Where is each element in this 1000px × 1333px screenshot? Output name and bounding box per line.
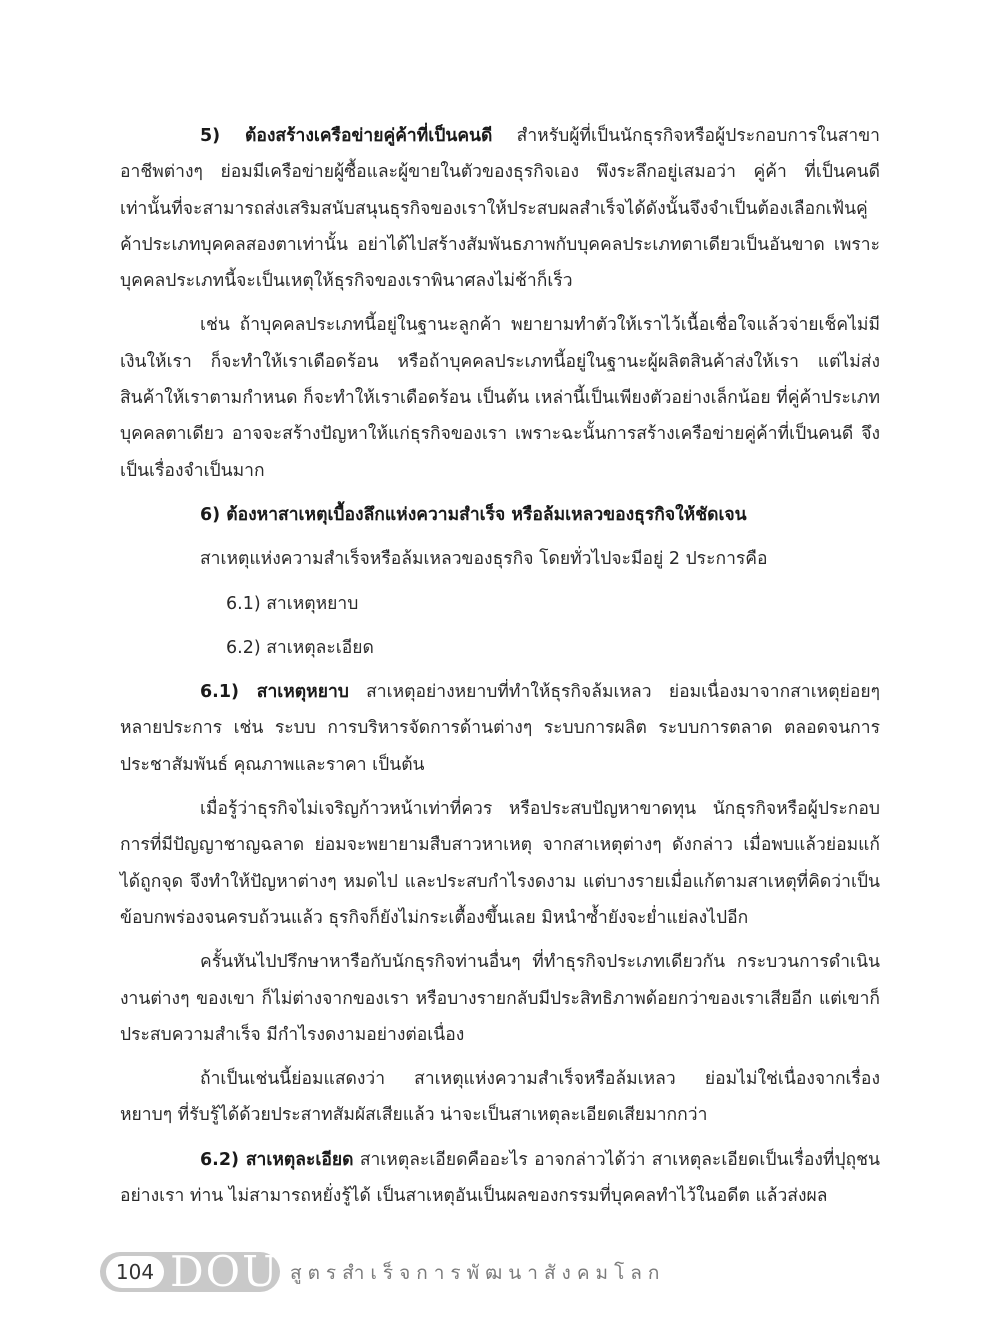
paragraph-business-not-growing: เมื่อรู้ว่าธุรกิจไม่เจริญก้าวหน้าเท่าที่ควร หรือประสบปัญหาขาดทุน นักธุรกิจหรือผู้ประกอบการที่มีปัญญาชาญฉลาด ย่อมจะพยายามสืบสาวหาเหตุ จากสาเหตุต่างๆ ดังกล่าว เมื่อพบแล้วย่อมแก้ได้ถูกจุด จึงทำให้ปัญหาต่างๆ หมดไป และประสบกำไรงดงาม แต่บางรายเมื่อแก้ตามสาเหตุที่คิดว่าเป็นข้อบกพร่องจนครบถ้วนแล้ว ธุรกิจก็ยังไม่กระเตื้องขึ้นเลย มิหนำซ้ำยังจะย่ำแย่ลงไปอีก — [120, 799, 880, 928]
paragraph-text: สำหรับผู้ที่เป็นนักธุรกิจหรือผู้ประกอบการในสาขาอาชีพต่างๆ ย่อมมีเครือข่ายผู้ซื้อและผู้ขายในตัวของธุรกิจเอง พึงระลึกอยู่เสมอว่า คู่ค้า ที่เป็นคนดีเท่านั้นที่จะสามารถส่งเสริมสนับสนุนธุรกิจของเราให้ประสบผลสำเร็จได้ดังนั้นจึงจำเป็นต้องเลือกเฟ้นคู่ค้าประเภทบุคคลสองตาเท่านั้น อย่าได้ไปสร้างสัมพันธภาพกับบุคคลประเภทตาเดียวเป็นอันขาด เพราะบุคคลประเภทนี้จะเป็นเหตุให้ธุรกิจของเราพินาศลงไม่ช้าก็เร็ว — [120, 126, 880, 292]
footer-pill — [100, 1247, 280, 1296]
heading-6-1: 6.1) สาเหตุหยาบ — [200, 682, 349, 703]
paragraph-causes-intro: สาเหตุแห่งความสำเร็จหรือล้มเหลวของธุรกิจ โดยทั่วไปจะมีอยู่ 2 ประการคือ — [200, 549, 768, 570]
paragraph-network — [120, 118, 880, 299]
list-item: 6.2) สาเหตุละเอียด — [226, 637, 374, 658]
page-number: 104 — [106, 1256, 164, 1288]
heading-6-text: 6) ต้องหาสาเหตุเบื้องลึกแห่งความสำเร็จ หรือล้มเหลวของธุรกิจให้ชัดเจน — [200, 504, 747, 525]
paragraph-example: เช่น ถ้าบุคคลประเภทนี้อยู่ในฐานะลูกค้า พยายามทำตัวให้เราไว้เนื้อเชื่อใจแล้วจ่ายเช็คไม่มีเงินให้เรา ก็จะทำให้เราเดือดร้อน หรือถ้าบุคคลประเภทนี้อยู่ในฐานะผู้ผลิตสินค้าส่งให้เรา แต่ไม่ส่งสินค้าให้เราตามกำหนด ก็จะทำให้เราเดือดร้อน เป็นต้น เหล่านี้เป็นเพียงตัวอย่างเล็กน้อย ที่คู่ค้าประเภทบุคคลตาเดียว อาจจะสร้างปัญหาให้แก่ธุรกิจของเรา เพราะฉะนั้นการสร้างเครือข่ายคู่ค้าที่เป็นคนดี จึงเป็นเรื่องจำเป็นมาก — [120, 315, 880, 481]
dou-logo: DOU — [170, 1247, 280, 1296]
paragraph-coarse-cause — [120, 674, 880, 783]
heading-6-2: 6.2) สาเหตุละเอียด — [200, 1149, 354, 1170]
paragraph-text: สาเหตุละเอียดคืออะไร อาจกล่าวได้ว่า สาเหตุละเอียดเป็นเรื่องที่ปุถุชนอย่างเรา ท่าน ไม่สามารถหยั่งรู้ได้ เป็นสาเหตุอันเป็นผลของกรรมที่บุคคลทำไว้ในอดีต แล้วส่งผล — [120, 1149, 880, 1207]
list-item: 6.1) สาเหตุหยาบ — [226, 593, 359, 614]
heading-5: 5) ต้องสร้างเครือข่ายคู่ค้าที่เป็นคนดี — [200, 126, 493, 146]
paragraph-consult: ครั้นหันไปปรึกษาหารือกับนักธุรกิจท่านอื่นๆ ที่ทำธุรกิจประเภทเดียวกัน กระบวนการดำเนินงานต่างๆ ของเขา ก็ไม่ต่างจากของเรา หรือบางรายกลับมีประสิทธิภาพด้อยกว่าของเราเสียอีก แต่เขาก็ประสบความสำเร็จ มีกำไรงดงามอย่างต่อเนื่อง — [120, 952, 880, 1045]
book-title: สูตรสำเร็จการพัฒนาสังคมโลก — [290, 1262, 666, 1284]
heading-6 — [120, 497, 880, 533]
page-footer — [100, 1244, 900, 1304]
paragraph-text: สาเหตุอย่างหยาบที่ทำให้ธุรกิจล้มเหลว ย่อมเนื่องมาจากสาเหตุย่อยๆ หลายประการ เช่น ระบบ การบริหารจัดการด้านต่างๆ ระบบการผลิต ระบบการตลาด ตลอดจนการประชาสัมพันธ์ คุณภาพและราคา เป็นต้น — [120, 682, 880, 775]
paragraph-conclusion: ถ้าเป็นเช่นนี้ย่อมแสดงว่า สาเหตุแห่งความสำเร็จหรือล้มเหลว ย่อมไม่ใช่เนื่องจากเรื่องหยาบๆ ที่รับรู้ได้ด้วยประสาทสัมผัสเสียแล้ว น่าจะเป็นสาเหตุละเอียดเสียมากกว่า — [120, 1069, 880, 1126]
page-body — [120, 118, 880, 1222]
paragraph-subtle-cause — [120, 1142, 880, 1215]
